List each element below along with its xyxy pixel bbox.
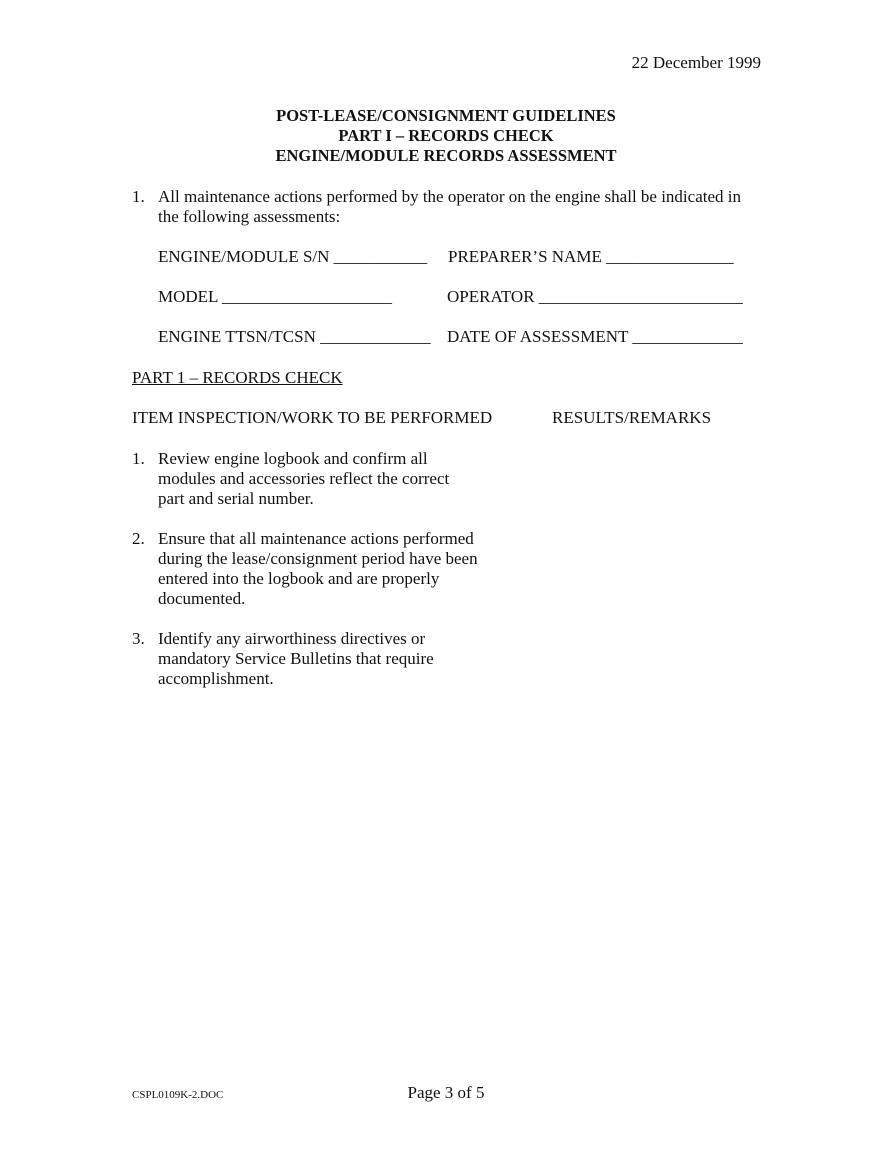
item-number: 3. [132,629,145,648]
section-heading: PART 1 – RECORDS CHECK [132,368,343,387]
document-subtitle-assessment: ENGINE/MODULE RECORDS ASSESSMENT [275,146,617,165]
item-number: 2. [132,529,145,548]
footer-doc-id: CSPL0109K-2.DOC [132,1089,224,1101]
item-number: 1. [132,449,145,468]
item-text-line: modules and accessories reflect the correct [158,469,450,488]
item-text-line: entered into the logbook and are properly [158,569,440,588]
item-text-line: Identify any airworthiness directives or [158,629,426,648]
date-of-assessment-field: DATE OF ASSESSMENT _____________ [447,327,743,346]
item-text-line: during the lease/consignment period have been [158,549,478,568]
column-header-item: ITEM INSPECTION/WORK TO BE PERFORMED [132,408,493,427]
item-text-line: part and serial number. [158,489,314,508]
column-header-results: RESULTS/REMARKS [552,408,712,427]
document-subtitle-part: PART I – RECORDS CHECK [338,126,554,145]
item-text-line: Ensure that all maintenance actions performed [158,529,474,548]
item-text-line: accomplishment. [158,669,274,688]
intro-line-1: All maintenance actions performed by the operator on the engine shall be indicated in [158,187,741,206]
preparer-name-field: PREPARER’S NAME _______________ [448,247,734,266]
footer-page-number: Page 3 of 5 [407,1083,485,1102]
operator-field: OPERATOR ________________________ [447,287,743,306]
intro-line-2: the following assessments: [158,207,341,226]
item-text-line: documented. [158,589,246,608]
intro-number: 1. [132,187,145,206]
document-date: 22 December 1999 [631,53,761,72]
engine-sn-field: ENGINE/MODULE S/N ___________ [158,247,428,266]
item-text-line: Review engine logbook and confirm all [158,449,428,468]
ttsn-tcsn-field: ENGINE TTSN/TCSN _____________ [158,327,431,346]
item-text-line: mandatory Service Bulletins that require [158,649,434,668]
model-field: MODEL ____________________ [158,287,393,306]
document-title: POST-LEASE/CONSIGNMENT GUIDELINES [276,106,616,125]
